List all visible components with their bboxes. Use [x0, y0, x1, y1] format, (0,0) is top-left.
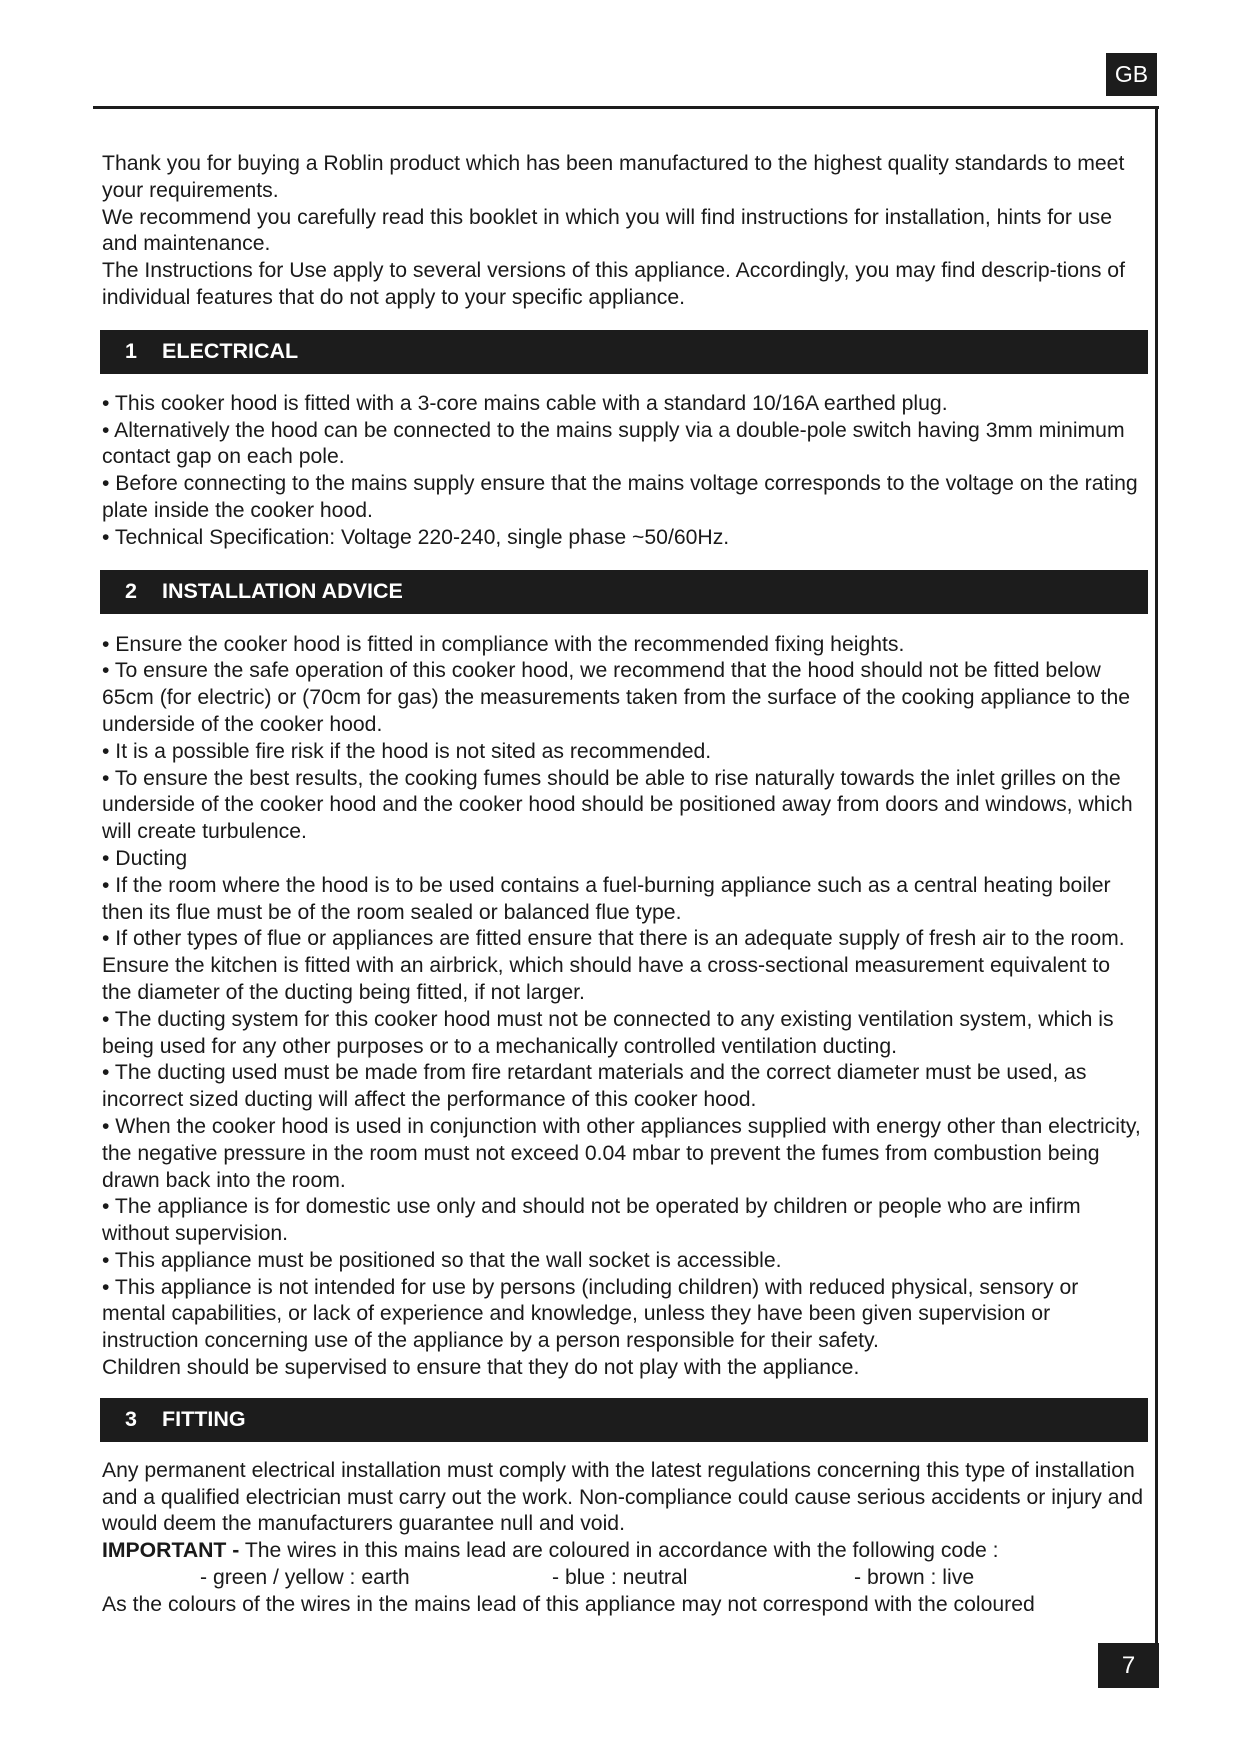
intro-paragraph: The Instructions for Use apply to several versions of this appliance. Accordingly, you may find descrip-tions of individual features that do not apply to your specific appliance.	[102, 259, 1125, 309]
section-heading-installation-advice	[100, 570, 1148, 614]
section-body-installation-advice	[102, 632, 1144, 1382]
wire-code-live: - brown : live	[854, 1566, 975, 1590]
list-item: Children should be supervised to ensure that they do not play with the appliance.	[102, 1356, 860, 1380]
section-number: 3	[125, 1407, 137, 1432]
list-item: • The ducting system for this cooker hood must not be connected to any existing ventilation system, which is being used for any other purposes or to a mechanically controlled ventilation ducting.	[102, 1007, 1114, 1058]
important-note	[102, 1538, 1144, 1565]
wire-code-row	[102, 1565, 1144, 1592]
section-number: 2	[125, 579, 137, 604]
important-text: The wires in this mains lead are coloured in accordance with the following code :	[239, 1539, 999, 1563]
list-item: • Alternatively the hood can be connected to the mains supply via a double-pole switch having 3mm minimum contact gap on each pole.	[102, 418, 1125, 469]
list-item: • Ensure the cooker hood is fitted in compliance with the recommended fixing heights.	[102, 632, 905, 656]
section-title: ELECTRICAL	[162, 339, 299, 364]
header-rule	[93, 106, 1159, 109]
language-badge: GB	[1106, 53, 1157, 96]
list-item: • If other types of flue or appliances are fitted ensure that there is an adequate supply of fresh air to the room. Ensure the kitchen is fitted with an airbrick, which should have a cross-sectional measurement equivalent to the diameter of the ducting being fitted, if not larger.	[102, 927, 1125, 1004]
intro-paragraph: Thank you for buying a Roblin product which has been manufactured to the highest quality standards to meet your requirements.	[102, 152, 1125, 202]
list-item: • Before connecting to the mains supply ensure that the mains voltage corresponds to the voltage on the rating plate inside the cooker hood.	[102, 472, 1138, 522]
wire-code-earth: - green / yellow : earth	[200, 1566, 410, 1590]
wire-code-neutral: - blue : neutral	[552, 1566, 688, 1590]
page-content	[102, 151, 1144, 1619]
list-item: • It is a possible fire risk if the hood is not sited as recommended.	[102, 739, 712, 763]
list-item: • This appliance is not intended for use by persons (including children) with reduced physical, sensory or mental capabilities, or lack of experience and knowledge, unless they have been given supervision or instruction concerning use of the appliance by a person responsible for their safety.	[102, 1275, 1079, 1353]
trailing-paragraph: As the colours of the wires in the mains lead of this appliance may not correspond with the coloured	[102, 1593, 1035, 1617]
section-title: FITTING	[162, 1407, 246, 1432]
page-number: 7	[1098, 1643, 1159, 1688]
list-item: • To ensure the safe operation of this cooker hood, we recommend that the hood should not be fitted below 65cm (for electric) or (70cm for gas) the measurements taken from the surface of the cooking appliance to the underside of the cooker hood.	[102, 659, 1131, 736]
intro-paragraph: We recommend you carefully read this booklet in which you will find instructions for installation, hints for use and maintenance.	[102, 205, 1113, 256]
intro	[102, 151, 1144, 312]
section-number: 1	[125, 339, 137, 364]
list-item: • This appliance must be positioned so that the wall socket is accessible.	[102, 1248, 782, 1272]
important-label: IMPORTANT -	[102, 1539, 240, 1563]
list-item: • To ensure the best results, the cooking fumes should be able to rise naturally towards the inlet grilles on the underside of the cooker hood and the cooker hood should be positioned away from doors and windows, which will create turbulence.	[102, 766, 1133, 844]
section-heading-electrical	[100, 330, 1148, 374]
section-heading-fitting	[100, 1398, 1148, 1442]
section-body-electrical	[102, 391, 1144, 552]
section-title: INSTALLATION ADVICE	[162, 579, 403, 604]
list-item: • The ducting used must be made from fire retardant materials and the correct diameter must be used, as incorrect sized ducting will affect the performance of this cooker hood.	[102, 1061, 1087, 1112]
list-item: • This cooker hood is fitted with a 3-core mains cable with a standard 10/16A earthed plug.	[102, 391, 948, 415]
list-item: • Ducting	[102, 846, 188, 870]
list-item: • Technical Specification: Voltage 220-240, single phase ~50/60Hz.	[102, 525, 730, 549]
list-item: • When the cooker hood is used in conjunction with other appliances supplied with energy other than electricity, the negative pressure in the room must not exceed 0.04 mbar to prevent the fumes from combustion being drawn back into the room.	[102, 1114, 1141, 1192]
side-rule	[1155, 106, 1158, 1646]
list-item: • The appliance is for domestic use only and should not be operated by children or people who are infirm without supervision.	[102, 1195, 1081, 1246]
section-body-fitting	[102, 1458, 1144, 1619]
list-item: • If the room where the hood is to be used contains a fuel-burning appliance such as a central heating boiler then its flue must be of the room sealed or balanced flue type.	[102, 873, 1111, 924]
fitting-paragraph: Any permanent electrical installation must comply with the latest regulations concerning this type of installation and a qualified electrician must carry out the work. Non-compliance could cause serious accidents or injury and would deem the manufacturers guarantee null and void.	[102, 1458, 1144, 1536]
